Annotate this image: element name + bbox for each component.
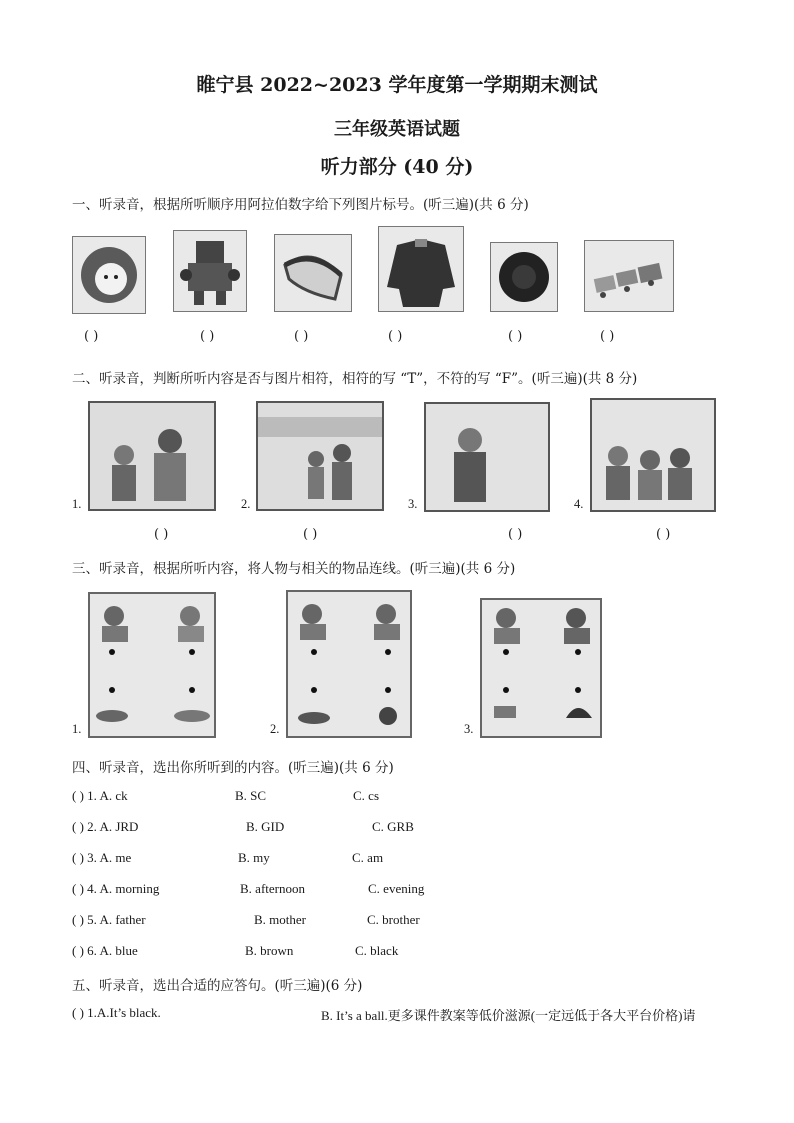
option-b[interactable]: B. my [238, 850, 270, 865]
option-c[interactable]: C. evening [368, 881, 425, 896]
ball-picture [490, 242, 558, 312]
jacket-picture [378, 226, 464, 312]
match-dot [311, 649, 317, 655]
match-dot [503, 687, 509, 693]
girl-greeting-picture [88, 401, 216, 511]
part-title: 听力部分 (40 分) [320, 156, 474, 178]
section1-heading: 一、听录音，根据所听顺序用阿拉伯数字给下列图片标号。(听三遍)(共 6 分) [72, 197, 529, 213]
item-number: 1. [72, 722, 82, 736]
answer-blank[interactable]: ( ) [84, 329, 99, 344]
kids-group-picture [590, 398, 716, 512]
hat-picture [274, 234, 352, 312]
robot-picture [173, 230, 247, 312]
answer-blank[interactable]: ( ) [600, 329, 615, 344]
item-number: 1. [72, 497, 82, 511]
option-b[interactable]: B. afternoon [240, 881, 305, 896]
option-c[interactable]: C. cs [353, 788, 379, 803]
option-a[interactable]: ( ) 1. A. ck [72, 788, 128, 803]
option-b[interactable]: B. brown [245, 943, 294, 958]
match-dot [189, 687, 195, 693]
match-dot [311, 687, 317, 693]
option-b[interactable]: B. SC [235, 788, 267, 803]
option-a[interactable]: ( ) 5. A. father [72, 912, 146, 927]
option-a[interactable]: ( ) 1.A.It’s black. [72, 1005, 161, 1020]
matching-picture-3 [480, 598, 602, 738]
section3-heading: 三、听录音，根据所听内容，将人物与相关的物品连线。(听三遍)(共 6 分) [72, 561, 516, 577]
answer-blank[interactable]: ( ) [656, 527, 671, 542]
match-dot [503, 649, 509, 655]
option-c[interactable]: C. am [352, 850, 384, 865]
match-dot [385, 649, 391, 655]
answer-blank[interactable]: ( ) [388, 329, 403, 344]
option-b[interactable]: B. mother [254, 912, 306, 927]
option-a[interactable]: ( ) 3. A. me [72, 850, 132, 865]
answer-blank[interactable]: ( ) [154, 527, 169, 542]
answer-blank[interactable]: ( ) [200, 329, 215, 344]
match-dot [109, 649, 115, 655]
girl-face-picture [72, 236, 146, 314]
item-number: 2. [270, 722, 280, 736]
toy-train-picture [584, 240, 674, 312]
option-a[interactable]: ( ) 4. A. morning [72, 881, 160, 896]
option-a[interactable]: ( ) 6. A. blue [72, 943, 138, 958]
boy-picture [424, 402, 550, 512]
answer-blank[interactable]: ( ) [508, 329, 523, 344]
item-number: 2. [241, 497, 251, 511]
matching-picture-1 [88, 592, 216, 738]
section5-heading: 五、听录音，选出合适的应答句。(听三遍)(6 分) [72, 978, 363, 994]
option-c[interactable]: C. brother [367, 912, 420, 927]
match-dot [385, 687, 391, 693]
exam-subtitle: 三年级英语试题 [334, 119, 460, 140]
section4-heading: 四、听录音，选出你所听到的内容。(听三遍)(共 6 分) [72, 760, 394, 776]
matching-picture-2 [286, 590, 412, 738]
answer-blank[interactable]: ( ) [303, 527, 318, 542]
exam-title: 睢宁县 2022~2023 学年度第一学期期末测试 [196, 74, 598, 96]
item-number: 3. [464, 722, 474, 736]
item-number: 4. [574, 497, 584, 511]
option-a[interactable]: ( ) 2. A. JRD [72, 819, 139, 834]
match-dot [109, 687, 115, 693]
match-dot [575, 687, 581, 693]
section2-heading: 二、听录音，判断所听内容是否与图片相符，相符的写 “T”，不符的写 “F”。(听三遍)(共 8 分) [72, 371, 638, 387]
item-number: 3. [408, 497, 418, 511]
answer-blank[interactable]: ( ) [508, 527, 523, 542]
option-b[interactable]: B. It’s a ball.更多课件教案等低价滋源(一定远低于各大平台价格)请 [321, 1008, 696, 1023]
park-family-picture [256, 401, 384, 511]
match-dot [189, 649, 195, 655]
answer-blank[interactable]: ( ) [294, 329, 309, 344]
option-c[interactable]: C. black [355, 943, 399, 958]
option-c[interactable]: C. GRB [372, 819, 414, 834]
option-b[interactable]: B. GID [246, 819, 285, 834]
match-dot [575, 649, 581, 655]
